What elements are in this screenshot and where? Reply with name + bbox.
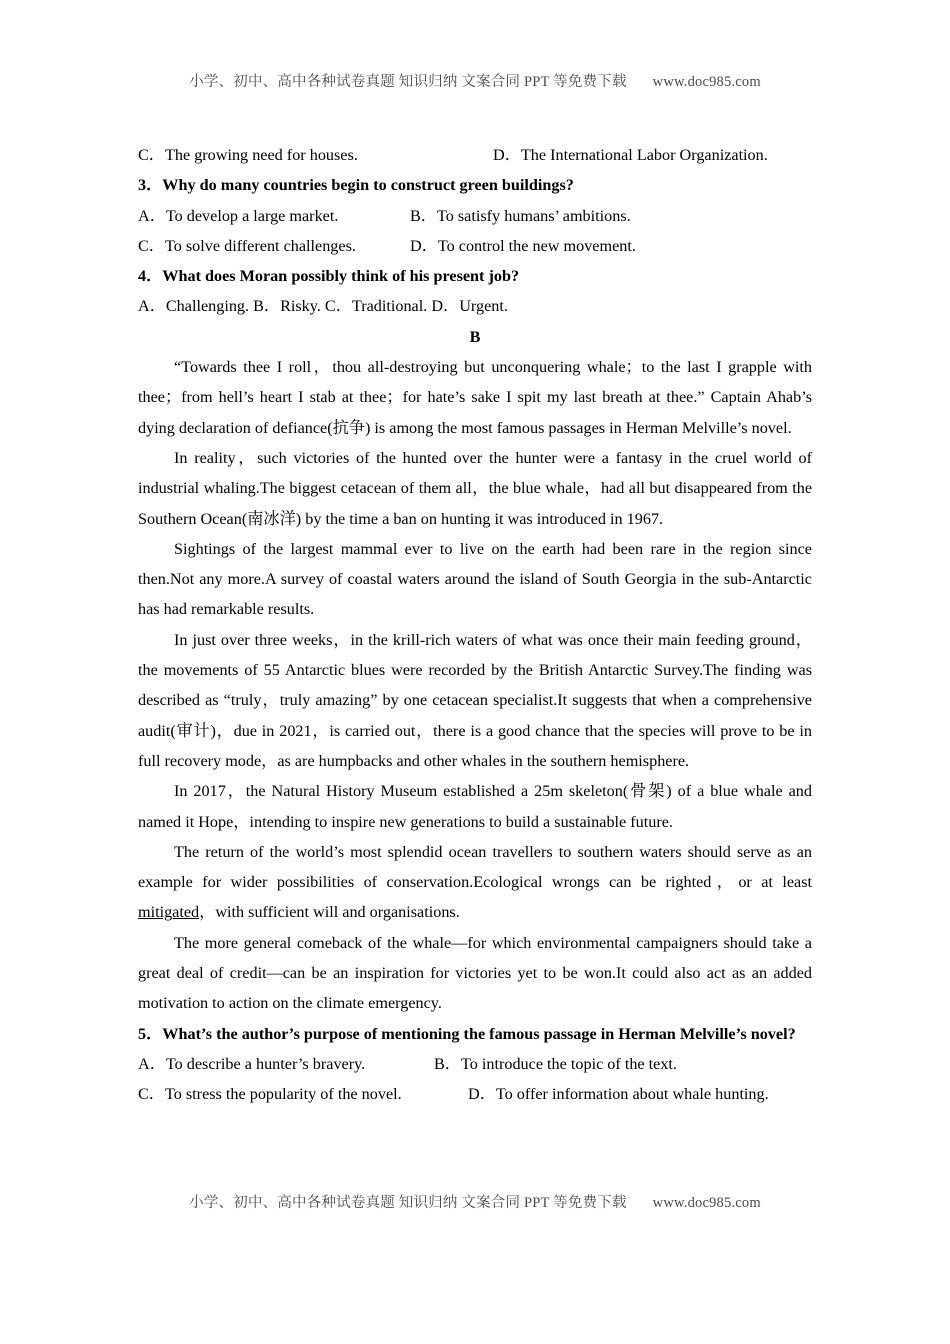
q3-options-row-ab [138, 201, 812, 231]
q3-option-a: A．To develop a large market. [138, 206, 339, 225]
q5-option-a: A．To describe a hunter’s bravery. [138, 1054, 366, 1073]
q4-options: A．Challenging. B．Risky. C．Traditional. D．Urgent. [138, 297, 508, 316]
q4-options-row [138, 291, 812, 321]
footer-url: www.doc985.com [652, 1195, 761, 1211]
page-footer [0, 1191, 950, 1212]
q5-options-row-ab [138, 1049, 812, 1079]
passage-paragraph-1: “Towards thee I roll，thou all-destroying but unconquering whale；to the last I grapple with thee；from hell’s heart I stab at thee；for hate’s sake I spit my last breath at thee.” Captain Ahab’s dying declaration of defiance(抗争) is among the most famous passages in Herman Melville’s novel. [138, 358, 812, 437]
passage-paragraph-2: In reality，such victories of the hunted over the hunter were a fantasy in the cruel world of industrial whaling.The biggest cetacean of them all，the blue whale，had all but disappeared from the Southern Ocean(南冰洋) by the time a ban on hunting it was introduced in 1967. [138, 448, 812, 528]
q5-option-b: B．To introduce the topic of the text. [434, 1054, 677, 1073]
passage-paragraph-4: In just over three weeks，in the krill-rich waters of what was once their main feeding ground，the movements of 55 Antarctic blues were recorded by the British Antarctic Survey.The finding was described as “truly，truly amazing” by one cetacean specialist.It suggests that when a comprehensive audit(审计)，due in 2021，is carried out，there is a good chance that the species will prove to be in full recovery mode，as are humpbacks and other whales in the southern hemisphere. [138, 630, 812, 770]
q3-options-row-cd [138, 231, 812, 261]
section-letter-b: B [469, 327, 481, 346]
question-4-stem: 4．What does Moran possibly think of his present job? [138, 267, 520, 286]
q2-option-c: C．The growing need for houses. [138, 146, 358, 164]
q3-option-b: B．To satisfy humans’ ambitions. [410, 206, 631, 225]
q3-option-c: C．To solve different challenges. [138, 236, 356, 255]
passage-paragraph-3: Sightings of the largest mammal ever to live on the earth had been rare in the region since then.Not any more.A survey of coastal waters around the island of South Georgia in the sub-Antarctic has had remarkable results. [138, 539, 812, 619]
header-url: www.doc985.com [652, 74, 761, 90]
question-3-stem: 3．Why do many countries begin to construct green buildings? [138, 176, 574, 195]
page-header [0, 70, 950, 91]
passage-paragraph-6 [138, 837, 812, 928]
glossed-word-mitigated: mitigated [138, 903, 200, 922]
q5-option-d: D．To offer information about whale hunting. [468, 1085, 769, 1104]
passage-paragraph-5: In 2017，the Natural History Museum established a 25m skeleton(骨架) of a blue whale and named it Hope，intending to inspire new generations to build a sustainable future. [138, 782, 812, 831]
header-text: 小学、初中、高中各种试卷真题 知识归纳 文案合同 PPT 等免费下载 [189, 74, 627, 90]
passage-paragraph-7: The more general comeback of the whale—for which environmental campaigners should take a great deal of credit—can be an inspiration for victories yet to be won.It could also act as an added motivation to action on the climate emergency. [138, 933, 812, 1013]
q5-option-c: C．To stress the popularity of the novel. [138, 1085, 402, 1104]
passage-p6-text-after: ，with sufficient will and organisations. [199, 903, 460, 922]
question-5-stem: 5．What’s the author’s purpose of mentioning the famous passage in Herman Melville’s novel? [138, 1024, 796, 1043]
document-body [138, 140, 812, 1110]
passage-p6-text-before: The return of the world’s most splendid ocean travellers to southern waters should serve as an example for wider possibilities of conservation.Ecological wrongs can be righted，or at least [138, 842, 812, 892]
footer-text: 小学、初中、高中各种试卷真题 知识归纳 文案合同 PPT 等免费下载 [189, 1195, 627, 1211]
q5-options-row-cd [138, 1079, 812, 1109]
q2-option-d: D．The International Labor Organization. [493, 146, 768, 164]
q3-option-d: D．To control the new movement. [410, 236, 636, 255]
q2-options-row-cd [138, 140, 812, 170]
